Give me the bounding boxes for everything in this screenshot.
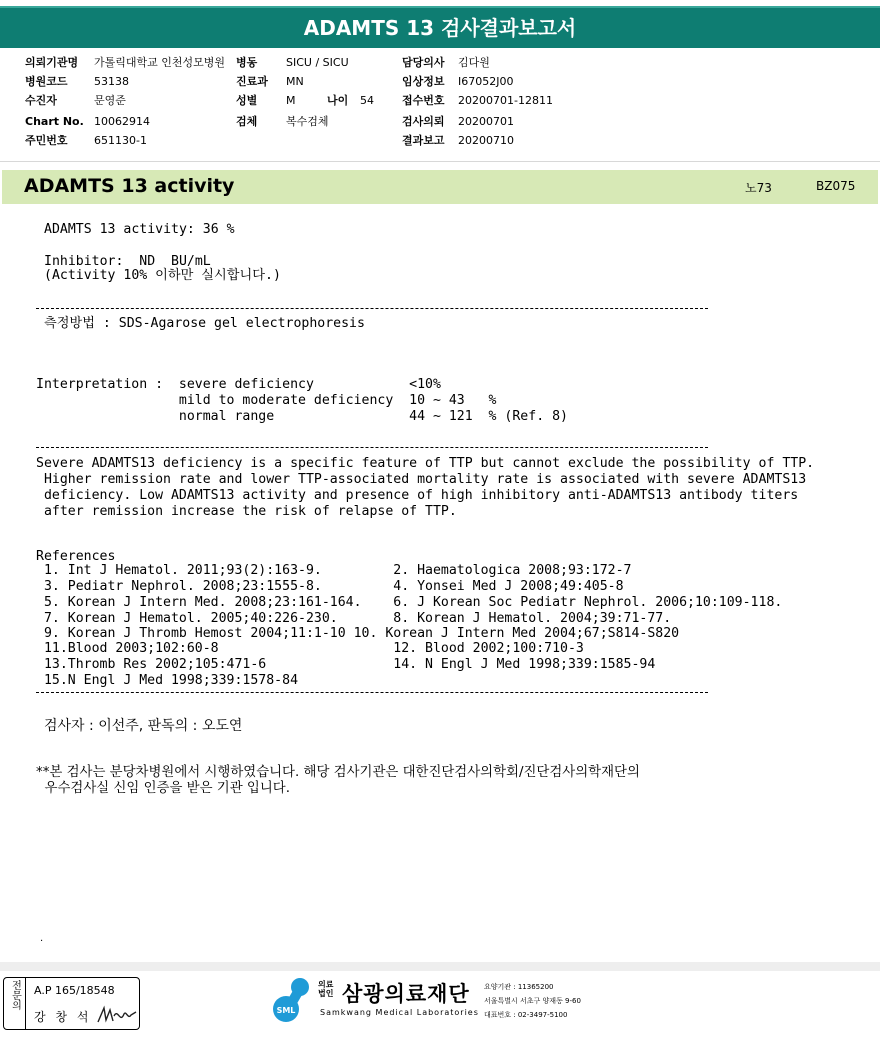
paragraph-line: Severe ADAMTS13 deficiency is a specific feature of TTP but cannot exclude the possibility of TTP.	[36, 456, 815, 471]
reference-line: 11.Blood 2003;102:60-8 12. Blood 2002;100:710-3	[36, 641, 584, 656]
hospital-code-label: 병원코드	[25, 75, 68, 88]
notice-line-2: 우수검사실 신임 인증을 받은 기관 입니다.	[36, 781, 290, 796]
sex-value: M	[286, 94, 296, 107]
specialist-stamp	[3, 977, 140, 1030]
dashed-divider	[36, 308, 708, 309]
references-header: References	[36, 549, 116, 564]
report-title: ADAMTS 13 검사결과보고서	[303, 16, 577, 40]
logo-badge: 의료법인	[318, 980, 334, 998]
institution-label: 의뢰기관명	[25, 56, 79, 69]
patient-value: 문영준	[94, 94, 126, 107]
inhibitor-note: (Activity 10% 이하만 실시합니다.)	[44, 268, 281, 283]
age-label: 나이	[327, 94, 349, 107]
clinical-label: 임상정보	[402, 75, 445, 88]
header-divider	[0, 161, 880, 162]
info-row-1	[0, 54, 880, 72]
paragraph-line: Higher remission rate and lower TTP-associated mortality rate is associated with severe ADAMTS13	[36, 472, 807, 487]
activity-result: ADAMTS 13 activity: 36 %	[44, 222, 235, 237]
reference-line: 9. Korean J Thromb Hemost 2004;11:1-10 10. Korean J Intern Med 2004;67;S814-S820	[36, 626, 680, 641]
request-label: 검사의뢰	[402, 115, 445, 128]
stray-mark: .	[40, 933, 44, 944]
section-code-2: BZ075	[816, 179, 856, 193]
patient-label: 수진자	[25, 94, 57, 107]
info-row-4	[0, 113, 880, 131]
sex-label: 성별	[236, 94, 258, 107]
stamp-ap-number: A.P 165/18548	[34, 984, 115, 997]
svg-text:SML: SML	[276, 1006, 296, 1015]
logo-code: 요양기관 : 11365200	[484, 983, 554, 991]
section-header	[2, 170, 878, 204]
stamp-vertical-text: 전문의	[9, 980, 21, 1010]
request-value: 20200701	[458, 115, 514, 128]
ward-value: SICU / SICU	[286, 56, 349, 69]
specimen-value: 복수검체	[286, 115, 329, 128]
paragraph-line: deficiency. Low ADAMTS13 activity and presence of high inhibitory anti-ADAMTS13 antibody titers	[36, 488, 799, 503]
result-value: 20200710	[458, 134, 514, 147]
reference-line: 15.N Engl J Med 1998;339:1578-84	[36, 673, 299, 688]
patient-info-grid	[0, 52, 880, 152]
reference-line: 5. Korean J Intern Med. 2008;23:161-164. 6. J Korean Soc Pediatr Nephrol. 2006;10:109-118.	[36, 595, 783, 610]
logo-org-name: 삼광의료재단	[342, 982, 470, 1006]
interpretation-line-1: Interpretation : severe deficiency <10%	[36, 377, 441, 392]
notice-line-1: **본 검사는 분당차병원에서 시행하였습니다. 해당 검사기관은 대한진단검사의학회/진단검사의학재단의	[36, 765, 640, 780]
clinical-value: I67052J00	[458, 75, 514, 88]
logo-phone: 대표번호 : 02-3497-5100	[484, 1011, 568, 1019]
dashed-divider	[36, 692, 708, 693]
dept-value: MN	[286, 75, 304, 88]
ward-label: 병동	[236, 56, 258, 69]
logo-english-name: Samkwang Medical Laboratories	[320, 1008, 479, 1017]
logo-address: 서울특별시 서초구 양재동 9-60	[484, 997, 581, 1005]
reference-line: 3. Pediatr Nephrol. 2008;23:1555-8. 4. Yonsei Med J 2008;49:405-8	[36, 579, 624, 594]
id-label: 주민번호	[25, 134, 68, 147]
signature-icon	[96, 1004, 138, 1026]
inhibitor-result: Inhibitor: ND BU/mL	[44, 254, 211, 269]
reference-line: 7. Korean J Hematol. 2005;40:226-230. 8. Korean J Hematol. 2004;39:71-77.	[36, 611, 672, 626]
info-row-3	[0, 92, 880, 110]
dept-label: 진료과	[236, 75, 268, 88]
interpretation-line-3: normal range 44 ~ 121 % (Ref. 8)	[36, 409, 568, 424]
footer-band	[0, 962, 880, 971]
chart-label: Chart No.	[25, 115, 84, 128]
institution-value: 가톨릭대학교 인천성모병원	[94, 56, 226, 69]
method-line: 측정방법 : SDS-Agarose gel electrophoresis	[44, 316, 365, 331]
hospital-code-value: 53138	[94, 75, 129, 88]
institution-logo	[270, 975, 600, 1025]
sml-logo-icon	[270, 975, 316, 1023]
stamp-vertical-label	[4, 978, 26, 1029]
info-row-5	[0, 132, 880, 150]
stamp-name: 강 창 석	[34, 1010, 92, 1024]
dashed-divider	[36, 447, 708, 448]
chart-value: 10062914	[94, 115, 150, 128]
section-title: ADAMTS 13 activity	[24, 175, 235, 197]
doctor-value: 김다원	[458, 56, 490, 69]
specimen-label: 검체	[236, 115, 258, 128]
result-label: 결과보고	[402, 134, 445, 147]
receipt-label: 접수번호	[402, 94, 445, 107]
paragraph-line: after remission increase the risk of relapse of TTP.	[36, 504, 457, 519]
interpretation-line-2: mild to moderate deficiency 10 ~ 43 %	[36, 393, 497, 408]
id-value: 651130-1	[94, 134, 147, 147]
info-row-2	[0, 73, 880, 91]
doctor-label: 담당의사	[402, 56, 445, 69]
receipt-value: 20200701-12811	[458, 94, 553, 107]
reference-line: 13.Thromb Res 2002;105:471-6 14. N Engl J Med 1998;339:1585-94	[36, 657, 656, 672]
report-title-bar	[0, 6, 880, 48]
reference-line: 1. Int J Hematol. 2011;93(2):163-9. 2. Haematologica 2008;93:172-7	[36, 563, 632, 578]
age-value: 54	[360, 94, 374, 107]
section-code-1: 노73	[745, 181, 772, 195]
examiner-line: 검사자 : 이선주, 판독의 : 오도연	[44, 718, 243, 734]
